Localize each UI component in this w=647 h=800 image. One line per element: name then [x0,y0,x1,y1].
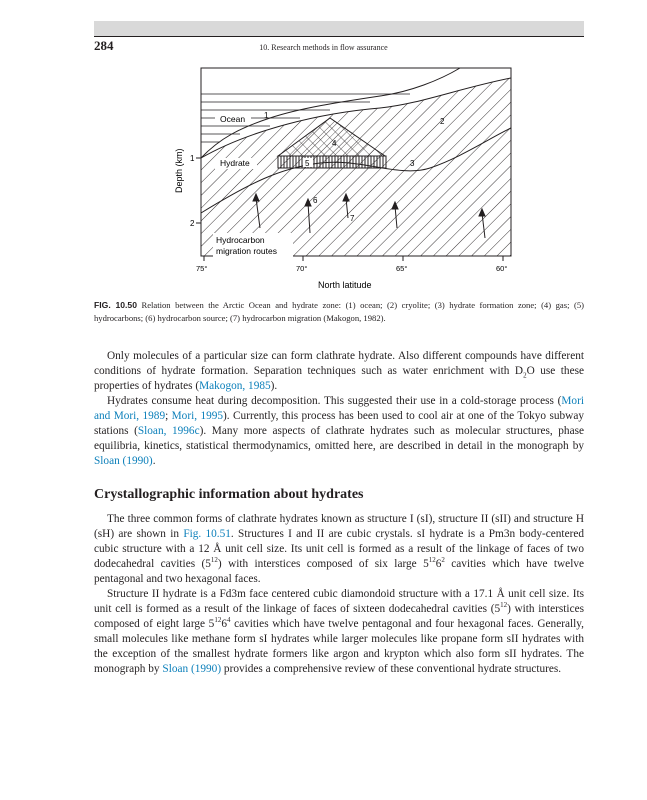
header-band [94,21,584,36]
paragraph-4: Structure II hydrate is a Fd3m face centered cubic diamondoid structure with a 17.1 Å unit cell size. Its unit cell is formed as a result of the linkage of faces of sixteen dodecahedral cavities $(5^{12})$ with interstices composed of eight large $5^{12}6^4$ cavities which have twelve pentagonal and four hexagonal faces. Generally, small molecules like methane form sI hydrates while larger molecules like propane form sII hydrates with the exception of the smallest hydrate formers like argon and krypton which also form sII hydrates. The monograph by Sloan (1990) provides a comprehensive review of these conventional hydrate structures. [94,588,584,675]
ocean-label: Ocean [220,114,246,124]
marker-4: 4 [332,139,337,148]
page-number: 284 [94,38,114,53]
x-tick-60: 60° [496,264,508,273]
x-tick-75: 75° [196,264,208,273]
migration-label-line1: Hydrocarbon [216,235,265,245]
ref-makogon-1985[interactable]: Makogon, 1985 [199,380,271,392]
figure-arctic-hydrate-zone [160,58,560,298]
ref-sloan-1990-b[interactable]: Sloan (1990) [162,663,222,675]
paragraph-2: Hydrates consume heat during decomposition. This suggested their use in a cold-storage process (Mori and Mori, 1989; Mori, 1995). Currently, this process has been used to cool air at one of the Tokyo subway stations (Sloan, 1996c). Many more aspects of clathrate hydrates such as molecular structures, phase equilibria, kinetics, statistical thermodynamics, omitted here, are described in detail in the monograph by Sloan (1990). [94,395,584,467]
x-tick-70: 70° [296,264,308,273]
ref-sloan-1996c[interactable]: Sloan, 1996c [137,425,200,437]
hydrate-label: Hydrate [220,158,250,168]
y-tick-1: 1 [190,154,195,163]
body-crystallographic [94,512,584,677]
marker-6: 6 [313,196,318,205]
marker-2: 2 [440,117,445,126]
marker-3: 3 [410,159,415,168]
y-axis-label: Depth (km) [174,148,184,193]
ref-mori-1989[interactable]: Mori and Mori, 1989 [94,395,584,422]
running-head: 10. Research methods in flow assurance [259,43,388,52]
caption-text: Relation between the Arctic Ocean and hydrate zone: (1) ocean; (2) cryolite; (3) hydrate formation zone; (4) gas; (5) hydrocarbons; (6) hydrocarbon source; (7) hydrocarbon migration (Makogon, 1982). [94,300,584,323]
migration-label-line2: migration routes [216,246,277,256]
figure-label: FIG. 10.50 [94,300,137,310]
marker-5: 5 [305,159,310,168]
figure-drawing [160,58,560,298]
y-tick-2: 2 [190,219,195,228]
body-intro [94,349,584,469]
x-axis-label: North latitude [318,280,372,290]
marker-7: 7 [350,214,355,223]
figure-caption [94,299,584,324]
x-tick-65: 65° [396,264,408,273]
header-rule [94,36,584,37]
ref-fig-10-51[interactable]: Fig. 10.51 [183,528,231,540]
paragraph-1: Only molecules of a particular size can form clathrate hydrate. Also different compounds have different conditions of hydrate formation. Separation techniques such as water enrichment with $D_2O$ use these properties of hydrates (Makogon, 1985). [94,350,585,392]
hydrocarbon-band [278,156,386,168]
paragraph-3: The three common forms of clathrate hydrates known as structure I (sI), structure II (sII) and structure H (sH) are shown in Fig. 10.51. Structures I and II are cubic crystals. sI hydrate is a Pm3n body-centered cubic structure with a 12 Å unit cell size. Its unit cell is formed as a result of the linkage of faces of two dodecahedral cavities $(5^{12})$ with interstices composed of six large $5^{12}6^2$ cavities which have twelve pentagonal and two hexagonal faces. [94,513,585,585]
ref-mori-1995[interactable]: Mori, 1995 [171,410,224,422]
ref-sloan-1990[interactable]: Sloan (1990) [94,455,153,467]
section-heading: Crystallographic information about hydrates [94,487,364,502]
marker-1: 1 [264,111,269,120]
